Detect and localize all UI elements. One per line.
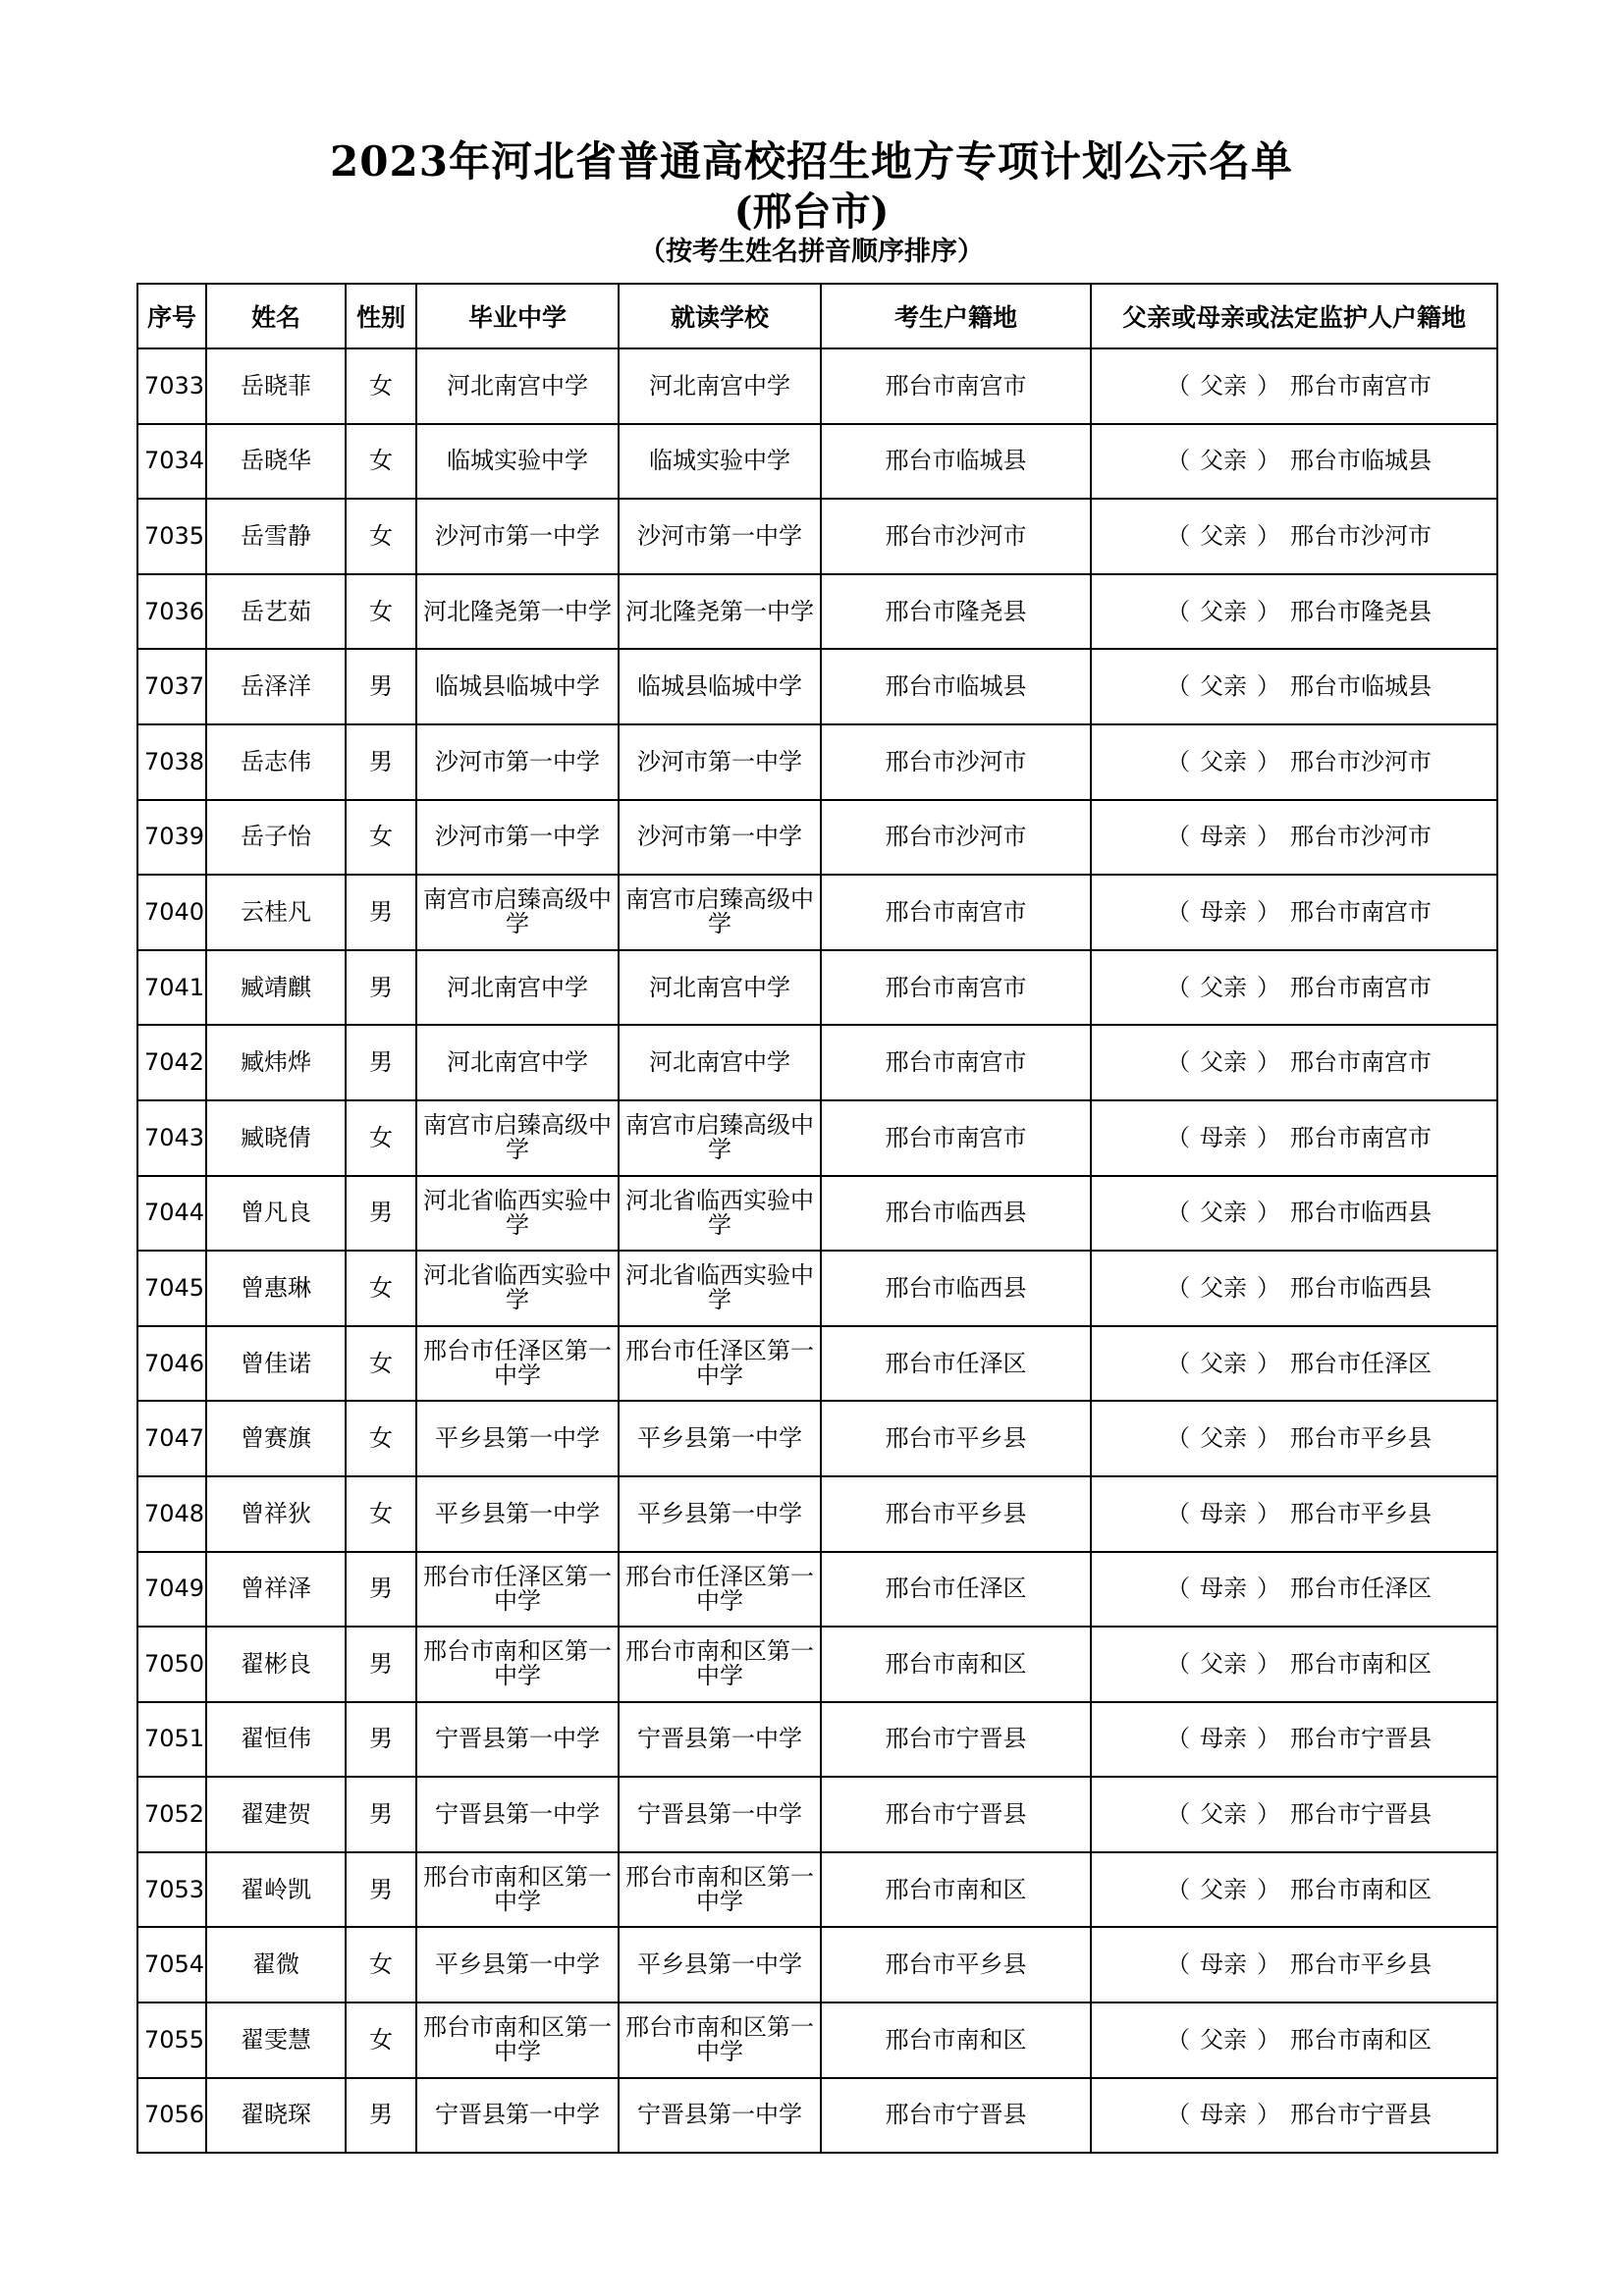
- sort-note: （按考生姓名拼音顺序排序）: [639, 237, 984, 267]
- cell-current-school: 临城实验中学: [619, 424, 821, 500]
- cell-name: 曾凡良: [206, 1176, 346, 1252]
- guardian-place: 邢台市临西县: [1290, 1199, 1432, 1227]
- guardian-place: 邢台市任泽区: [1290, 1575, 1432, 1603]
- cell-hukou: 邢台市南宫市: [821, 875, 1091, 950]
- cell-gender: 女: [346, 1927, 416, 2002]
- table-row: [137, 2078, 1497, 2154]
- cell-hukou: 邢台市任泽区: [821, 1326, 1091, 1402]
- cell-grad-school: 宁晋县第一中学: [416, 1777, 619, 1852]
- cell-grad-school: 沙河市第一中学: [416, 499, 619, 574]
- cell-guardian-hukou: （ 父亲 ） 邢台市南和区: [1091, 2002, 1497, 2078]
- cell-guardian-hukou: （ 父亲 ） 邢台市任泽区: [1091, 1326, 1497, 1402]
- cell-gender: 女: [346, 800, 416, 876]
- guardian-relation: 母亲: [1200, 1725, 1247, 1753]
- cell-grad-school: 河北南宫中学: [416, 348, 619, 424]
- cell-seq: 7034: [137, 424, 206, 500]
- cell-seq: 7055: [137, 2002, 206, 2078]
- cell-current-school: 宁晋县第一中学: [619, 2078, 821, 2154]
- cell-hukou: 邢台市宁晋县: [821, 1702, 1091, 1778]
- table-row: [137, 950, 1497, 1026]
- col-header-guardian-hukou: 父亲或母亲或法定监护人户籍地: [1091, 284, 1497, 348]
- cell-gender: 男: [346, 1852, 416, 1928]
- cell-grad-school: 平乡县第一中学: [416, 1476, 619, 1552]
- table-row: [137, 424, 1497, 500]
- guardian-relation: 父亲: [1200, 672, 1247, 701]
- cell-seq: 7052: [137, 1777, 206, 1852]
- cell-hukou: 邢台市临西县: [821, 1176, 1091, 1252]
- cell-gender: 女: [346, 1100, 416, 1176]
- cell-gender: 男: [346, 1552, 416, 1628]
- cell-hukou: 邢台市宁晋县: [821, 1777, 1091, 1852]
- table-row: [137, 1852, 1497, 1928]
- cell-gender: 男: [346, 649, 416, 724]
- cell-gender: 女: [346, 574, 416, 650]
- table-row: [137, 348, 1497, 424]
- guardian-relation: 父亲: [1200, 1649, 1247, 1678]
- table-header-row: [137, 284, 1497, 348]
- cell-current-school: 平乡县第一中学: [619, 1401, 821, 1476]
- guardian-place: 邢台市平乡县: [1290, 1499, 1432, 1527]
- cell-seq: 7035: [137, 499, 206, 574]
- page-subtitle: (邢台市): [733, 188, 890, 235]
- cell-grad-school: 邢台市南和区第一中学: [416, 1627, 619, 1702]
- cell-grad-school: 平乡县第一中学: [416, 1927, 619, 2002]
- cell-current-school: 沙河市第一中学: [619, 724, 821, 800]
- cell-name: 岳晓华: [206, 424, 346, 500]
- cell-name: 翟建贺: [206, 1777, 346, 1852]
- cell-seq: 7040: [137, 875, 206, 950]
- cell-hukou: 邢台市平乡县: [821, 1401, 1091, 1476]
- guardian-relation: 父亲: [1200, 747, 1247, 775]
- cell-current-school: 河北南宫中学: [619, 950, 821, 1026]
- table-row: [137, 1100, 1497, 1176]
- cell-hukou: 邢台市南宫市: [821, 1100, 1091, 1176]
- cell-seq: 7056: [137, 2078, 206, 2154]
- cell-name: 翟彬良: [206, 1627, 346, 1702]
- col-header-gender: 性别: [346, 284, 416, 348]
- cell-hukou: 邢台市临城县: [821, 424, 1091, 500]
- col-header-name: 姓名: [206, 284, 346, 348]
- cell-guardian-hukou: （ 父亲 ） 邢台市南宫市: [1091, 950, 1497, 1026]
- cell-guardian-hukou: （ 父亲 ） 邢台市临城县: [1091, 424, 1497, 500]
- cell-hukou: 邢台市沙河市: [821, 800, 1091, 876]
- cell-current-school: 南宫市启臻高级中学: [619, 875, 821, 950]
- cell-gender: 女: [346, 1476, 416, 1552]
- table-row: [137, 499, 1497, 574]
- cell-name: 曾祥泽: [206, 1552, 346, 1628]
- cell-name: 云桂凡: [206, 875, 346, 950]
- cell-guardian-hukou: （ 父亲 ） 邢台市临西县: [1091, 1176, 1497, 1252]
- cell-current-school: 河北省临西实验中学: [619, 1176, 821, 1252]
- cell-gender: 女: [346, 1326, 416, 1402]
- cell-gender: 女: [346, 499, 416, 574]
- cell-guardian-hukou: （ 母亲 ） 邢台市平乡县: [1091, 1476, 1497, 1552]
- cell-gender: 男: [346, 950, 416, 1026]
- guardian-relation: 父亲: [1200, 521, 1247, 550]
- table-row: [137, 1702, 1497, 1778]
- cell-seq: 7051: [137, 1702, 206, 1778]
- guardian-place: 邢台市南宫市: [1290, 371, 1432, 400]
- table-row: [137, 800, 1497, 876]
- table-row: [137, 1176, 1497, 1252]
- cell-current-school: 沙河市第一中学: [619, 800, 821, 876]
- guardian-relation: 父亲: [1200, 1273, 1247, 1302]
- cell-guardian-hukou: （ 父亲 ） 邢台市南宫市: [1091, 1025, 1497, 1100]
- cell-grad-school: 邢台市南和区第一中学: [416, 1852, 619, 1928]
- cell-seq: 7041: [137, 950, 206, 1026]
- cell-name: 翟恒伟: [206, 1702, 346, 1778]
- cell-current-school: 河北隆尧第一中学: [619, 574, 821, 650]
- cell-grad-school: 南宫市启臻高级中学: [416, 875, 619, 950]
- cell-name: 岳艺茹: [206, 574, 346, 650]
- table-row: [137, 875, 1497, 950]
- cell-guardian-hukou: （ 母亲 ） 邢台市任泽区: [1091, 1552, 1497, 1628]
- cell-grad-school: 河北南宫中学: [416, 950, 619, 1026]
- cell-guardian-hukou: （ 父亲 ） 邢台市平乡县: [1091, 1401, 1497, 1476]
- cell-grad-school: 河北省临西实验中学: [416, 1251, 619, 1326]
- cell-grad-school: 沙河市第一中学: [416, 724, 619, 800]
- table-row: [137, 1251, 1497, 1326]
- cell-gender: 男: [346, 724, 416, 800]
- cell-name: 臧靖麒: [206, 950, 346, 1026]
- cell-guardian-hukou: （ 父亲 ） 邢台市南宫市: [1091, 348, 1497, 424]
- cell-name: 岳雪静: [206, 499, 346, 574]
- table-row: [137, 1401, 1497, 1476]
- cell-grad-school: 平乡县第一中学: [416, 1401, 619, 1476]
- guardian-relation: 母亲: [1200, 1499, 1247, 1527]
- guardian-place: 邢台市南和区: [1290, 1875, 1432, 1903]
- table-row: [137, 574, 1497, 650]
- cell-hukou: 邢台市沙河市: [821, 499, 1091, 574]
- cell-hukou: 邢台市南宫市: [821, 348, 1091, 424]
- guardian-relation: 母亲: [1200, 1123, 1247, 1151]
- cell-seq: 7037: [137, 649, 206, 724]
- cell-grad-school: 临城县临城中学: [416, 649, 619, 724]
- cell-current-school: 临城县临城中学: [619, 649, 821, 724]
- roster-body: [137, 348, 1497, 2153]
- cell-grad-school: 河北南宫中学: [416, 1025, 619, 1100]
- col-header-hukou: 考生户籍地: [821, 284, 1091, 348]
- cell-gender: 男: [346, 1777, 416, 1852]
- cell-gender: 女: [346, 1401, 416, 1476]
- cell-gender: 女: [346, 348, 416, 424]
- cell-gender: 女: [346, 2002, 416, 2078]
- cell-seq: 7054: [137, 1927, 206, 2002]
- cell-gender: 女: [346, 1251, 416, 1326]
- cell-current-school: 邢台市南和区第一中学: [619, 1627, 821, 1702]
- guardian-place: 邢台市沙河市: [1290, 747, 1432, 775]
- guardian-relation: 母亲: [1200, 823, 1247, 851]
- cell-hukou: 邢台市临西县: [821, 1251, 1091, 1326]
- cell-guardian-hukou: （ 母亲 ） 邢台市宁晋县: [1091, 2078, 1497, 2154]
- cell-guardian-hukou: （ 母亲 ） 邢台市宁晋县: [1091, 1702, 1497, 1778]
- guardian-place: 邢台市平乡县: [1290, 1950, 1432, 1979]
- table-row: [137, 1326, 1497, 1402]
- table-row: [137, 649, 1497, 724]
- guardian-relation: 父亲: [1200, 447, 1247, 475]
- cell-name: 岳晓菲: [206, 348, 346, 424]
- cell-current-school: 邢台市任泽区第一中学: [619, 1326, 821, 1402]
- guardian-place: 邢台市宁晋县: [1290, 1800, 1432, 1829]
- guardian-relation: 父亲: [1200, 1800, 1247, 1829]
- cell-grad-school: 邢台市南和区第一中学: [416, 2002, 619, 2078]
- cell-guardian-hukou: （ 父亲 ） 邢台市宁晋县: [1091, 1777, 1497, 1852]
- table-row: [137, 1627, 1497, 1702]
- cell-hukou: 邢台市南和区: [821, 1627, 1091, 1702]
- cell-guardian-hukou: （ 母亲 ） 邢台市南宫市: [1091, 875, 1497, 950]
- guardian-relation: 父亲: [1200, 1875, 1247, 1903]
- guardian-place: 邢台市临西县: [1290, 1273, 1432, 1302]
- cell-current-school: 河北南宫中学: [619, 348, 821, 424]
- cell-hukou: 邢台市平乡县: [821, 1927, 1091, 2002]
- cell-seq: 7050: [137, 1627, 206, 1702]
- cell-seq: 7039: [137, 800, 206, 876]
- cell-guardian-hukou: （ 父亲 ） 邢台市沙河市: [1091, 499, 1497, 574]
- cell-hukou: 邢台市沙河市: [821, 724, 1091, 800]
- cell-gender: 男: [346, 1627, 416, 1702]
- cell-name: 曾祥狄: [206, 1476, 346, 1552]
- cell-current-school: 平乡县第一中学: [619, 1927, 821, 2002]
- cell-current-school: 河北南宫中学: [619, 1025, 821, 1100]
- cell-current-school: 邢台市南和区第一中学: [619, 1852, 821, 1928]
- guardian-place: 邢台市临城县: [1290, 447, 1432, 475]
- cell-seq: 7043: [137, 1100, 206, 1176]
- cell-gender: 男: [346, 875, 416, 950]
- cell-current-school: 平乡县第一中学: [619, 1476, 821, 1552]
- cell-grad-school: 宁晋县第一中学: [416, 2078, 619, 2154]
- guardian-relation: 母亲: [1200, 1575, 1247, 1603]
- cell-name: 岳志伟: [206, 724, 346, 800]
- cell-guardian-hukou: （ 母亲 ） 邢台市平乡县: [1091, 1927, 1497, 2002]
- cell-grad-school: 邢台市任泽区第一中学: [416, 1552, 619, 1628]
- cell-current-school: 邢台市任泽区第一中学: [619, 1552, 821, 1628]
- cell-guardian-hukou: （ 父亲 ） 邢台市临城县: [1091, 649, 1497, 724]
- cell-grad-school: 南宫市启臻高级中学: [416, 1100, 619, 1176]
- cell-hukou: 邢台市南宫市: [821, 950, 1091, 1026]
- cell-current-school: 沙河市第一中学: [619, 499, 821, 574]
- cell-seq: 7044: [137, 1176, 206, 1252]
- cell-name: 岳泽洋: [206, 649, 346, 724]
- page-title: 2023年河北省普通高校招生地方专项计划公示名单: [330, 137, 1293, 186]
- cell-hukou: 邢台市南和区: [821, 1852, 1091, 1928]
- cell-hukou: 邢台市临城县: [821, 649, 1091, 724]
- cell-grad-school: 邢台市任泽区第一中学: [416, 1326, 619, 1402]
- cell-seq: 7049: [137, 1552, 206, 1628]
- cell-grad-school: 河北隆尧第一中学: [416, 574, 619, 650]
- guardian-relation: 父亲: [1200, 1424, 1247, 1453]
- col-header-current-school: 就读学校: [619, 284, 821, 348]
- cell-hukou: 邢台市南宫市: [821, 1025, 1091, 1100]
- table-row: [137, 2002, 1497, 2078]
- guardian-place: 邢台市沙河市: [1290, 823, 1432, 851]
- cell-seq: 7042: [137, 1025, 206, 1100]
- guardian-relation: 母亲: [1200, 2101, 1247, 2129]
- guardian-place: 邢台市临城县: [1290, 672, 1432, 701]
- cell-seq: 7053: [137, 1852, 206, 1928]
- cell-grad-school: 宁晋县第一中学: [416, 1702, 619, 1778]
- guardian-relation: 父亲: [1200, 597, 1247, 625]
- roster-table: [136, 283, 1498, 2154]
- guardian-place: 邢台市平乡县: [1290, 1424, 1432, 1453]
- cell-seq: 7038: [137, 724, 206, 800]
- cell-seq: 7045: [137, 1251, 206, 1326]
- cell-guardian-hukou: （ 母亲 ） 邢台市沙河市: [1091, 800, 1497, 876]
- cell-current-school: 宁晋县第一中学: [619, 1702, 821, 1778]
- guardian-relation: 父亲: [1200, 973, 1247, 1001]
- cell-hukou: 邢台市宁晋县: [821, 2078, 1091, 2154]
- cell-name: 臧炜烨: [206, 1025, 346, 1100]
- cell-gender: 男: [346, 1025, 416, 1100]
- cell-grad-school: 临城实验中学: [416, 424, 619, 500]
- table-row: [137, 1927, 1497, 2002]
- cell-gender: 女: [346, 424, 416, 500]
- cell-guardian-hukou: （ 父亲 ） 邢台市沙河市: [1091, 724, 1497, 800]
- guardian-relation: 母亲: [1200, 897, 1247, 926]
- table-row: [137, 724, 1497, 800]
- cell-name: 曾赛旗: [206, 1401, 346, 1476]
- guardian-place: 邢台市宁晋县: [1290, 1725, 1432, 1753]
- guardian-place: 邢台市南宫市: [1290, 1123, 1432, 1151]
- table-row: [137, 1025, 1497, 1100]
- cell-name: 岳子怡: [206, 800, 346, 876]
- cell-name: 臧晓倩: [206, 1100, 346, 1176]
- cell-seq: 7048: [137, 1476, 206, 1552]
- guardian-relation: 父亲: [1200, 1349, 1247, 1377]
- guardian-relation: 父亲: [1200, 1199, 1247, 1227]
- guardian-place: 邢台市南宫市: [1290, 1048, 1432, 1077]
- cell-name: 曾惠琳: [206, 1251, 346, 1326]
- cell-guardian-hukou: （ 父亲 ） 邢台市临西县: [1091, 1251, 1497, 1326]
- guardian-place: 邢台市南和区: [1290, 1649, 1432, 1678]
- cell-name: 翟晓琛: [206, 2078, 346, 2154]
- cell-current-school: 南宫市启臻高级中学: [619, 1100, 821, 1176]
- cell-seq: 7047: [137, 1401, 206, 1476]
- cell-guardian-hukou: （ 父亲 ） 邢台市南和区: [1091, 1852, 1497, 1928]
- cell-grad-school: 河北省临西实验中学: [416, 1176, 619, 1252]
- cell-name: 曾佳诺: [206, 1326, 346, 1402]
- table-row: [137, 1552, 1497, 1628]
- cell-seq: 7046: [137, 1326, 206, 1402]
- table-row: [137, 1476, 1497, 1552]
- cell-current-school: 宁晋县第一中学: [619, 1777, 821, 1852]
- cell-guardian-hukou: （ 母亲 ） 邢台市南宫市: [1091, 1100, 1497, 1176]
- guardian-place: 邢台市隆尧县: [1290, 597, 1432, 625]
- cell-seq: 7033: [137, 348, 206, 424]
- cell-name: 翟微: [206, 1927, 346, 2002]
- guardian-relation: 父亲: [1200, 2025, 1247, 2054]
- guardian-place: 邢台市南和区: [1290, 2025, 1432, 2054]
- cell-grad-school: 沙河市第一中学: [416, 800, 619, 876]
- guardian-relation: 父亲: [1200, 371, 1247, 400]
- cell-name: 翟岭凯: [206, 1852, 346, 1928]
- guardian-place: 邢台市宁晋县: [1290, 2101, 1432, 2129]
- col-header-grad-school: 毕业中学: [416, 284, 619, 348]
- cell-seq: 7036: [137, 574, 206, 650]
- cell-hukou: 邢台市任泽区: [821, 1552, 1091, 1628]
- col-header-seq: 序号: [137, 284, 206, 348]
- cell-guardian-hukou: （ 父亲 ） 邢台市隆尧县: [1091, 574, 1497, 650]
- cell-gender: 男: [346, 2078, 416, 2154]
- cell-hukou: 邢台市隆尧县: [821, 574, 1091, 650]
- cell-name: 翟雯慧: [206, 2002, 346, 2078]
- cell-hukou: 邢台市平乡县: [821, 1476, 1091, 1552]
- cell-hukou: 邢台市南和区: [821, 2002, 1091, 2078]
- cell-gender: 男: [346, 1702, 416, 1778]
- cell-current-school: 河北省临西实验中学: [619, 1251, 821, 1326]
- cell-guardian-hukou: （ 父亲 ） 邢台市南和区: [1091, 1627, 1497, 1702]
- guardian-place: 邢台市南宫市: [1290, 897, 1432, 926]
- table-row: [137, 1777, 1497, 1852]
- guardian-place: 邢台市沙河市: [1290, 521, 1432, 550]
- guardian-relation: 母亲: [1200, 1950, 1247, 1979]
- guardian-relation: 父亲: [1200, 1048, 1247, 1077]
- guardian-place: 邢台市任泽区: [1290, 1349, 1432, 1377]
- cell-gender: 男: [346, 1176, 416, 1252]
- cell-current-school: 邢台市南和区第一中学: [619, 2002, 821, 2078]
- guardian-place: 邢台市南宫市: [1290, 973, 1432, 1001]
